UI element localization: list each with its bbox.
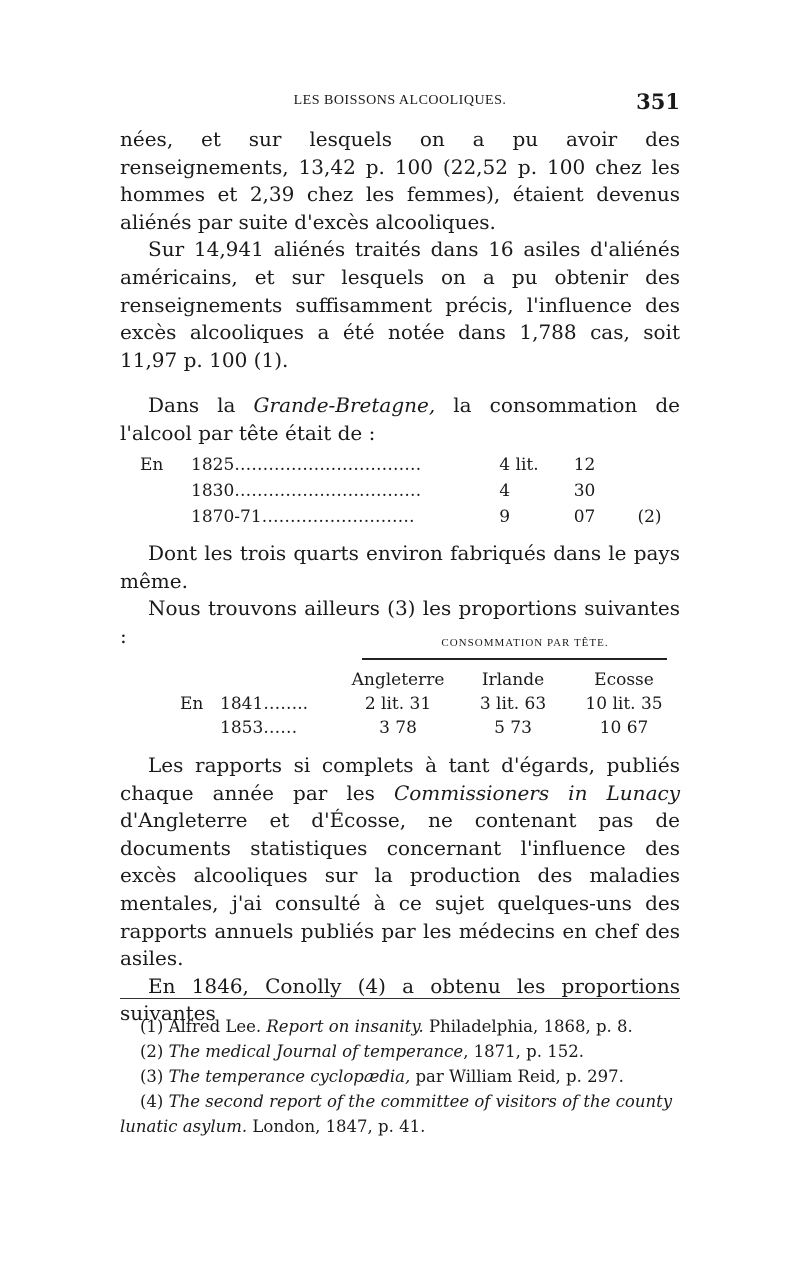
row-centilitres: 07 — [573, 507, 596, 527]
paragraph-4: Dont les trois quarts environ fabriqués dans le pays même. — [120, 541, 680, 593]
cell-ecosse: 10 lit. 35 — [585, 694, 663, 714]
body-block-top — [120, 126, 680, 374]
row-year: 1830…………………………… — [191, 481, 422, 501]
paragraph-6-start: Les rapports si complets à tant d'égards, publiés chaque année par les — [120, 753, 680, 805]
table-row — [180, 692, 680, 716]
cell-ecosse: 10 67 — [599, 718, 649, 738]
footnote-2-end: , 1871, p. 152. — [463, 1042, 584, 1061]
row-prefix: En — [140, 455, 164, 475]
per-capita-heading: CONSOMMATION PAR TÊTE. — [441, 637, 609, 649]
footnote-1 — [120, 1014, 682, 1039]
table-row — [140, 507, 680, 533]
column-header-row — [180, 668, 680, 692]
footnotes — [120, 1014, 682, 1139]
row-litres: 9 — [499, 507, 511, 527]
footnote-3 — [120, 1064, 682, 1089]
paragraph-3-italic: Grande-Bretagne, — [253, 393, 436, 417]
row-year: 1853…… — [220, 718, 298, 738]
paragraph-6-end: d'Angleterre et d'Écosse, ne contenant pas de documents statistiques concernant l'influence des excès alcooliques sur la production des maladies mentales, j'ai consulté à ce sujet quelques-uns des rapports annuels publiés par les médecins en chef des asiles. — [120, 808, 680, 971]
row-centilitres: 30 — [573, 481, 596, 501]
paragraph-3 — [120, 392, 680, 447]
running-title: LES BOISSONS ALCOOLIQUES. — [293, 93, 507, 108]
paragraph-6 — [120, 752, 680, 973]
cell-irlande: 5 73 — [494, 718, 532, 738]
column-header: Ecosse — [594, 670, 654, 690]
paragraph-5: Nous trouvons ailleurs (3) les proportions suivantes : — [120, 596, 680, 648]
row-centilitres: 12 — [573, 455, 596, 475]
footnote-4 — [120, 1089, 682, 1139]
footnote-1-end: Philadelphia, 1868, p. 8. — [423, 1017, 633, 1036]
column-header: Irlande — [481, 670, 545, 690]
table-row — [140, 455, 680, 481]
consumption-table — [140, 455, 680, 533]
cell-angleterre: 3 78 — [379, 718, 417, 738]
cell-irlande: 3 lit. 63 — [479, 694, 547, 714]
running-header — [120, 89, 680, 119]
column-header: Angleterre — [351, 670, 445, 690]
footnote-3-start: (3) — [140, 1067, 169, 1086]
body-block-bottom — [120, 752, 680, 1028]
footnote-2-italic: The medical Journal of temperance — [168, 1042, 464, 1061]
paragraph-6-italic: Commissioners in Lunacy — [393, 780, 680, 805]
row-note — [637, 455, 680, 481]
footnote-1-italic: Report on insanity. — [266, 1017, 424, 1036]
footnote-3-italic: The temperance cyclopædia, — [168, 1067, 411, 1086]
footnote-3-end: par William Reid, p. 297. — [410, 1067, 624, 1086]
paragraph-1: nées, et sur lesquels on a pu avoir des renseignements, 13,42 p. 100 (22,52 p. 100 chez les hommes et 2,39 chez les femmes), étaient devenus aliénés par suite d'excès alcooliques. — [120, 127, 680, 234]
paragraph-7: En 1846, Conolly (4) a obtenu les proportions suivantes — [120, 973, 680, 1026]
row-year: 1870-71……………………… — [191, 507, 415, 527]
paragraph-3-end: la consommation de l'alcool par tête était de : — [120, 393, 680, 445]
body-block-middle — [120, 540, 680, 650]
page-number: 351 — [636, 89, 680, 114]
row-year: 1841…….. — [220, 694, 309, 714]
footnote-2-start: (2) — [140, 1042, 169, 1061]
footnote-rule — [120, 998, 680, 999]
footnote-4-italic: The second report of the committee of visitors of the county lunatic asylum. — [120, 1092, 673, 1136]
row-litres: 4 lit. — [499, 455, 539, 475]
row-note: (2) — [637, 507, 662, 527]
per-capita-table — [180, 668, 680, 740]
paragraph-3-start: Dans la — [148, 393, 254, 417]
row-note — [637, 481, 680, 507]
row-litres: 4 — [499, 481, 511, 501]
row-year: 1825…………………………… — [191, 455, 422, 475]
cell-angleterre: 2 lit. 31 — [364, 694, 432, 714]
row-prefix: En — [180, 694, 204, 714]
footnote-4-end: London, 1847, p. 41. — [247, 1117, 426, 1136]
table-row — [180, 716, 680, 740]
footnote-1-start: (1) Alfred Lee. — [140, 1017, 267, 1036]
body-block-britain — [120, 392, 680, 447]
footnote-2 — [120, 1039, 682, 1064]
footnote-4-start: (4) — [140, 1092, 169, 1111]
per-capita-brace-rule — [362, 658, 667, 660]
table-row — [140, 481, 680, 507]
paragraph-2: Sur 14,941 aliénés traités dans 16 asiles d'aliénés américains, et sur lesquels on a pu obtenir des renseignements suffisamment précis, l'influence des excès alcooliques a été notée dans 1,788 cas, soit 11,97 p. 100 (1). — [120, 237, 680, 372]
